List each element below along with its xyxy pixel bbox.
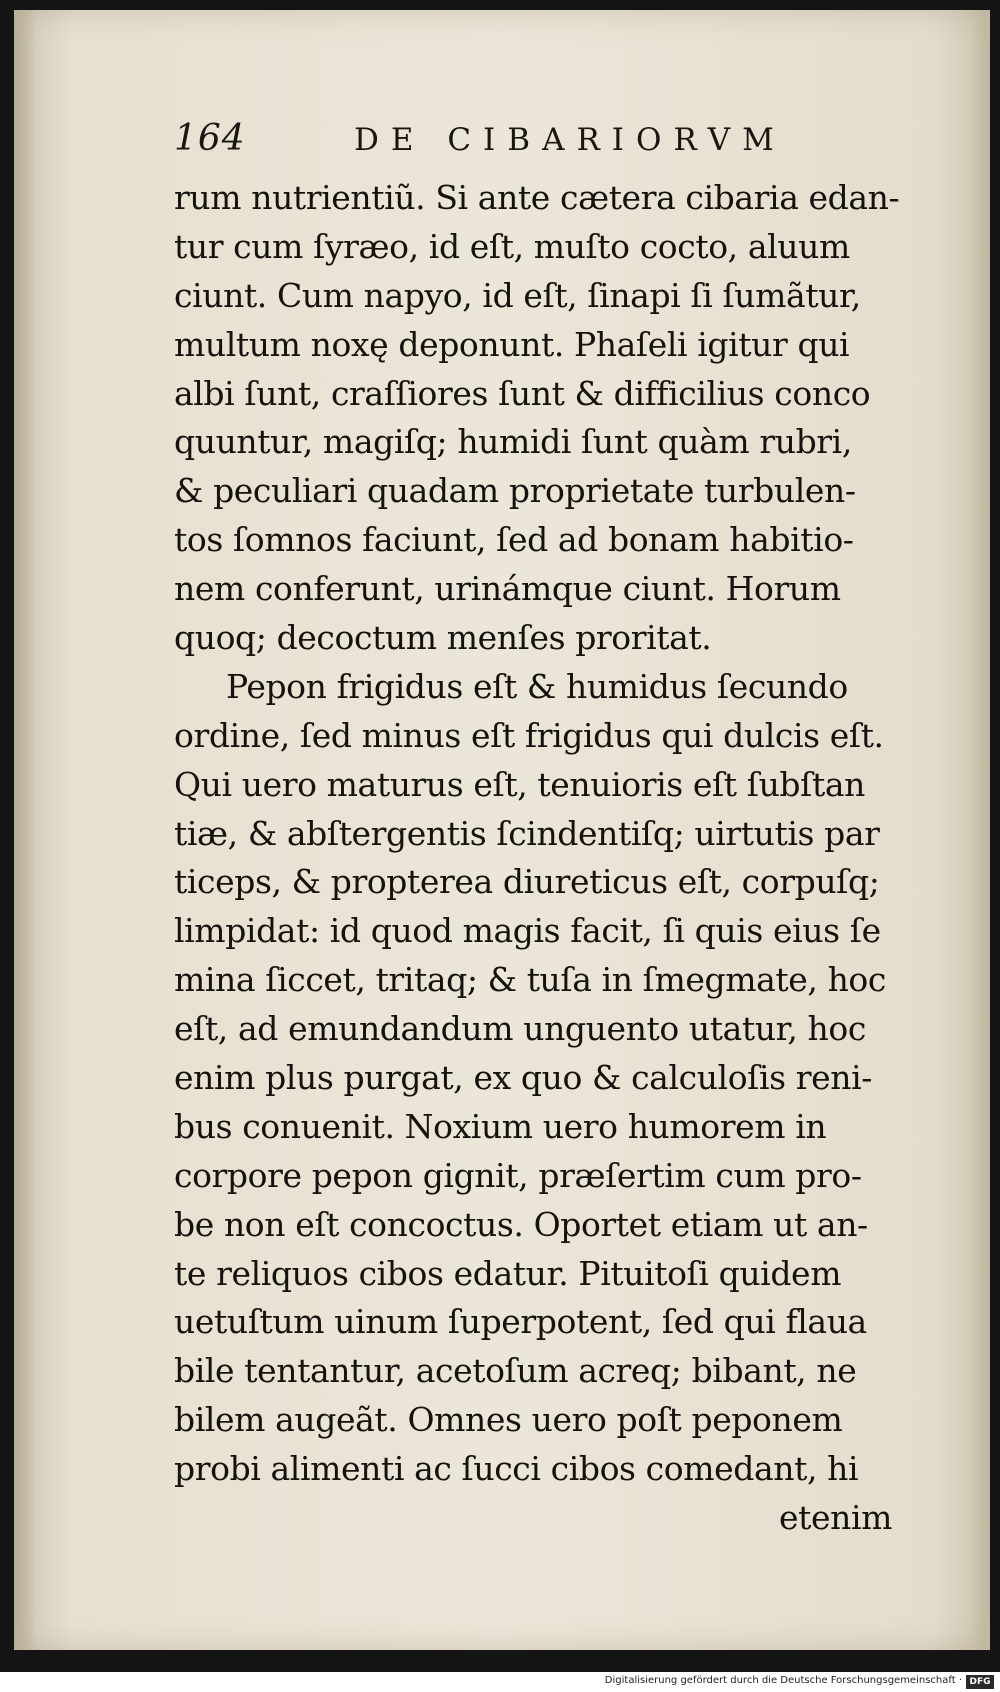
catchword: etenim <box>778 1498 892 1538</box>
text-line: ciunt. Cum napyo, id eſt, ſinapi ſi ſumãtur, <box>174 275 861 315</box>
text-line: albi ſunt, craſſiores ſunt & difficilius conco <box>174 373 871 413</box>
text-line: bilem augeãt. Omnes uero poſt peponem <box>174 1400 843 1440</box>
text-line: ticeps, & propterea diureticus eſt, corpuſq; <box>174 862 880 902</box>
text-line: te reliquos cibos edatur. Pituitoſi quidem <box>174 1253 842 1293</box>
text-line: enim plus purgat, ex quo & calculoſis reni- <box>174 1058 873 1098</box>
text-line: mina ſiccet, tritaq; & tuſa in ſmegmate, hoc <box>174 960 886 1000</box>
digitization-footer <box>0 1672 1000 1692</box>
dfg-logo-icon: DFG <box>966 1675 994 1689</box>
body-text <box>174 174 944 1543</box>
text-line: rum nutrientiũ. Si ante cætera cibaria edan- <box>174 178 900 217</box>
text-line: bile tentantur, acetoſum acreq; bibant, ne <box>174 1351 857 1391</box>
page-number: 164 <box>174 118 246 159</box>
text-line: multum noxę deponunt. Phaſeli igitur qui <box>174 324 850 364</box>
text-line: limpidat: id quod magis facit, ſi quis eius ſe <box>174 911 881 951</box>
text-line: corpore pepon gignit, præſertim cum pro- <box>174 1155 862 1195</box>
running-title: DE CIBARIORVM <box>354 122 786 158</box>
text-line: ordine, ſed minus eſt frigidus qui dulcis eſt. <box>174 715 884 755</box>
text-line: eſt, ad emundandum unguento utatur, hoc <box>174 1009 866 1049</box>
book-page <box>14 10 990 1650</box>
text-line: uetuſtum uinum ſuperpotent, ſed qui flaua <box>174 1302 867 1342</box>
text-line: probi alimenti ac ſucci cibos comedant, hi <box>174 1449 859 1489</box>
footer-credit: Digitalisierung gefördert durch die Deutsche Forschungsgemeinschaft · <box>604 1675 962 1686</box>
text-line: bus conuenit. Noxium uero humorem in <box>174 1106 827 1146</box>
text-line: tiæ, & abſtergentis ſcindentiſq; uirtutis par <box>174 813 880 853</box>
page-shadow-left <box>14 10 36 1650</box>
text-line: tos ſomnos faciunt, ſed ad bonam habitio- <box>174 520 854 560</box>
text-line: Pepon frigidus eſt & humidus ſecundo <box>226 666 848 706</box>
text-line: tur cum ſyræo, id eſt, muſto coсto, aluum <box>174 226 850 266</box>
text-line: quoq; decoctum menſes proritat. <box>174 618 712 658</box>
text-line: & peculiari quadam proprietate turbulen- <box>174 471 856 511</box>
text-line: be non eſt concoctus. Oportet etiam ut an- <box>174 1204 868 1244</box>
page-shadow-right <box>972 10 990 1650</box>
text-line: Qui uero maturus eſt, tenuioris eſt ſubſtan <box>174 764 865 804</box>
text-line: quuntur, magiſq; humidi ſunt quàm rubri, <box>174 422 852 462</box>
text-line: nem conferunt, urinámque ciunt. Horum <box>174 569 841 609</box>
running-head <box>174 118 854 168</box>
